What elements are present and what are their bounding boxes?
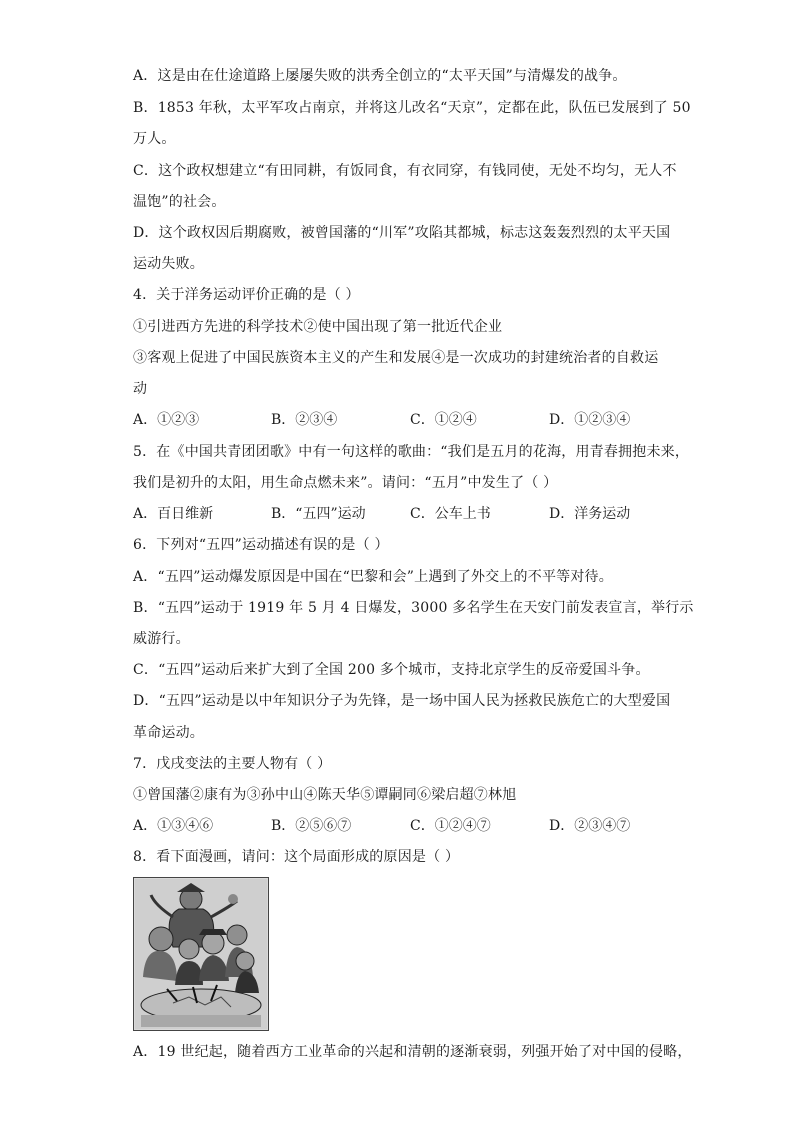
q4-option-a[interactable]: A．①②③ [133, 412, 200, 428]
q7-option-a[interactable]: A．①③④⑥ [133, 818, 214, 834]
q3-option-d-cont: 运动失败。 [133, 256, 204, 272]
q6-option-b-cont: 威游行。 [133, 631, 190, 647]
q8-stem: 8．看下面漫画，请问：这个局面形成的原因是（ ） [133, 849, 460, 865]
q4-option-c[interactable]: C．①②④ [410, 412, 477, 428]
q7-option-d[interactable]: D．②③④⑦ [549, 818, 631, 834]
q3-option-a: A．这是由在仕途道路上屡屡失败的洪秀全创立的“太平天国”与清爆发的战争。 [133, 68, 627, 84]
q4-stem: 4．关于洋务运动评价正确的是（ ） [133, 287, 360, 303]
q5-option-c[interactable]: C．公车上书 [410, 506, 491, 522]
q7-option-b[interactable]: B．②⑤⑥⑦ [271, 818, 352, 834]
q5-option-d[interactable]: D．洋务运动 [549, 506, 631, 522]
q6-option-a[interactable]: A．“五四”运动爆发原因是中国在“巴黎和会”上遇到了外交上的不平等对待。 [133, 569, 613, 585]
q4-option-d[interactable]: D．①②③④ [549, 412, 631, 428]
q4-items-2: ③客观上促进了中国民族资本主义的产生和发展④是一次成功的封建统治者的自救运 [133, 350, 659, 366]
q3-option-b-cont: 万人。 [133, 131, 176, 147]
q5-stem-2: 我们是初升的太阳，用生命点燃未来”。请问：“五月”中发生了（ ） [133, 475, 558, 491]
q5-stem-1: 5．在《中国共青团团歌》中有一句这样的歌曲：“我们是五月的花海，用青春拥抱未来， [133, 444, 690, 460]
q6-option-d-cont: 革命运动。 [133, 725, 204, 741]
political-cartoon-image [133, 877, 269, 1031]
q6-stem: 6．下列对“五四”运动描述有误的是（ ） [133, 537, 389, 553]
q5-option-b[interactable]: B．“五四”运动 [271, 506, 366, 522]
q5-option-a[interactable]: A．百日维新 [133, 506, 214, 522]
q6-option-b[interactable]: B．“五四”运动于 1919 年 5 月 4 日爆发，3000 多名学生在天安门前发表宣言，举行示 [133, 600, 694, 616]
q4-items-1: ①引进西方先进的科学技术②使中国出现了第一批近代企业 [133, 319, 503, 335]
q7-stem: 7．戊戌变法的主要人物有（ ） [133, 756, 332, 772]
q8-option-a[interactable]: A．19 世纪起，随着西方工业革命的兴起和清朝的逐渐衰弱，列强开始了对中国的侵略， [133, 1044, 692, 1060]
q3-option-c: C．这个政权想建立“有田同耕，有饭同食，有衣同穿，有钱同使，无处不均匀，无人不 [133, 163, 677, 179]
q3-option-b: B．1853 年秋，太平军攻占南京，并将这儿改名“天京”，定都在此，队伍已发展到了 50 [133, 100, 691, 116]
q7-option-c[interactable]: C．①②④⑦ [410, 818, 491, 834]
q7-items: ①曾国藩②康有为③孙中山④陈天华⑤谭嗣同⑥梁启超⑦林旭 [133, 787, 517, 803]
q4-option-b[interactable]: B．②③④ [271, 412, 338, 428]
q6-option-d[interactable]: D．“五四”运动是以中年知识分子为先锋，是一场中国人民为拯救民族危亡的大型爱国 [133, 693, 671, 709]
q6-option-c[interactable]: C．“五四”运动后来扩大到了全国 200 多个城市，支持北京学生的反帝爱国斗争。 [133, 662, 650, 678]
q4-items-3: 动 [133, 381, 148, 397]
q3-option-c-cont: 温饱”的社会。 [133, 194, 226, 210]
q3-option-d: D．这个政权因后期腐败，被曾国藩的“川军”攻陷其都城，标志这轰轰烈烈的太平天国 [133, 225, 671, 241]
